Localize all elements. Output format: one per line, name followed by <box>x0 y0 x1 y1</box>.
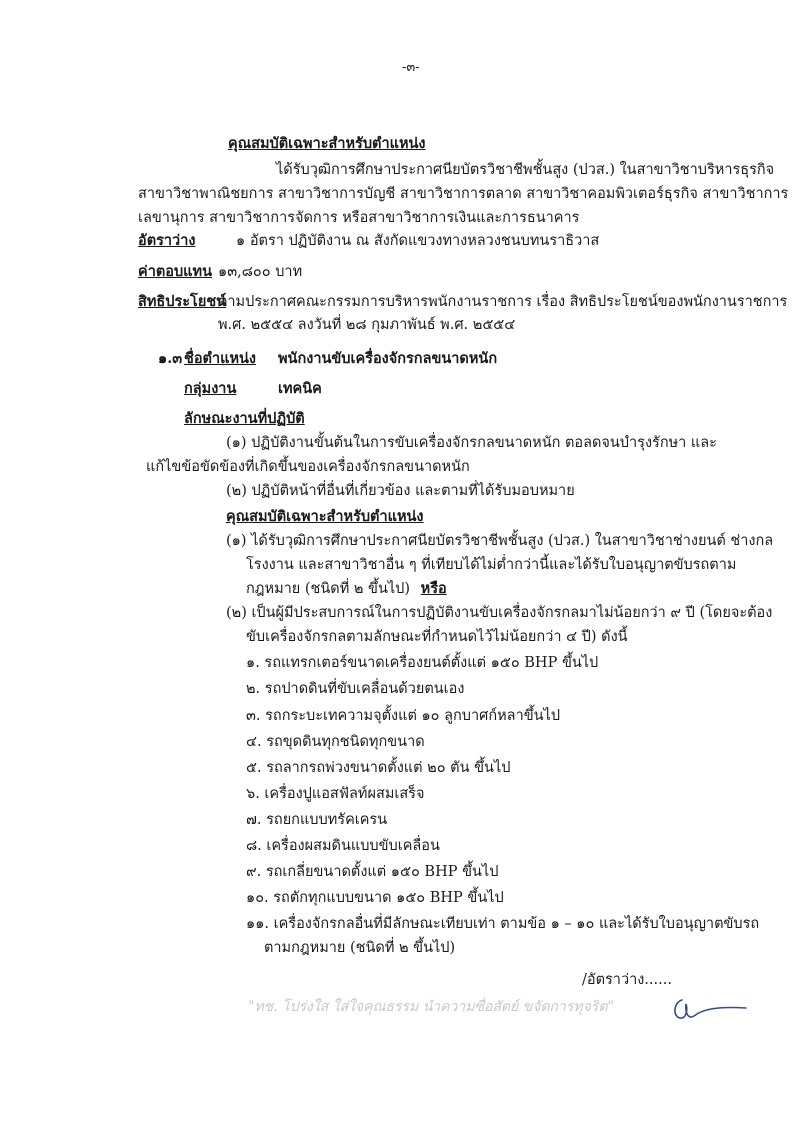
qualification-line-1: ได้รับวุฒิการศึกษาประกาศนียบัตรวิชาชีพชั้นสูง (ปวส.) ในสาขาวิชาบริหารธุรกิจ <box>276 162 775 178</box>
machine-item: ๔. รถขุดดินทุกชนิดทุกขนาด <box>246 734 425 750</box>
machine-item: ๑๐. รถตักทุกแบบขนาด ๑๕๐ BHP ขึ้นไป <box>246 890 504 906</box>
qualification-1-line-1: (๑) ได้รับวุฒิการศึกษาประกาศนียบัตรวิชาชีพชั้นสูง (ปวส.) ในสาขาวิชาช่างยนต์ ช่างกล <box>226 533 774 549</box>
qualification-or: หรือ <box>420 580 447 597</box>
group-value: เทคนิค <box>278 380 322 397</box>
page-number: -๓- <box>402 60 420 75</box>
salary-value: ๑๓,๘๐๐ บาท <box>218 264 303 280</box>
duty-2: (๒) ปฏิบัติหน้าที่อื่นที่เกี่ยวข้อง และตามที่ได้รับมอบหมาย <box>226 483 575 499</box>
qualification-1-line-3 <box>246 577 447 600</box>
duties-heading: ลักษณะงานที่ปฏิบัติ <box>184 410 305 427</box>
qualification-1-line-3-text: กฎหมาย (ชนิดที่ ๒ ขึ้นไป) <box>246 581 411 597</box>
qualifications-heading: คุณสมบัติเฉพาะสำหรับตำแหน่ง <box>226 508 424 525</box>
machine-item: ๒. รถปาดดินที่ขับเคลื่อนด้วยตนเอง <box>246 681 465 697</box>
machine-item: ๘. เครื่องผสมดินแบบขับเคลื่อน <box>246 838 440 854</box>
machine-item: ๑. รถแทรกเตอร์ขนาดเครื่องยนต์ตั้งแต่ ๑๕๐ BHP ขึ้นไป <box>246 655 599 671</box>
footer-slogan: "ทช. โปร่งใส ใส่ใจคุณธรรม นำความซื่อสัตย์ ขจัดการทุจริต" <box>248 999 614 1015</box>
machine-item-11-line-1: ๑๑. เครื่องจักรกลอื่นที่มีลักษณะเทียบเท่า ตามข้อ ๑ – ๑๐ และได้รับใบอนุญาตขับรถ <box>246 916 760 932</box>
signature-icon <box>668 990 758 1026</box>
qualification-line-3: เลขานุการ สาขาวิชาการจัดการ หรือสาขาวิชาการเงินและการธนาคาร <box>138 210 580 226</box>
salary-label: ค่าตอบแทน <box>138 263 212 280</box>
vacancy-label: อัตราว่าง <box>138 232 196 249</box>
group-label: กลุ่มงาน <box>184 380 237 397</box>
vacancy-value: ๑ อัตรา ปฏิบัติงาน ณ สังกัดแขวงทางหลวงชนบทนราธิวาส <box>236 233 600 249</box>
machine-item: ๗. รถยกแบบทรัคเครน <box>246 812 388 828</box>
machine-item: ๙. รถเกลี่ยขนาดตั้งแต่ ๑๕๐ BHP ขึ้นไป <box>246 864 499 880</box>
continuation-marker: /อัตราว่าง...... <box>582 972 672 988</box>
machine-item: ๕. รถลากรถพ่วงขนาดตั้งแต่ ๒๐ ตัน ขึ้นไป <box>246 760 511 776</box>
machine-item-11-line-2: ตามกฎหมาย (ชนิดที่ ๒ ขึ้นไป) <box>264 940 456 956</box>
position-number: ๑.๓ <box>158 350 183 367</box>
benefits-label: สิทธิประโยชน์ <box>138 293 227 310</box>
duty-1-line-2: แก้ไขข้อขัดข้องที่เกิดขึ้นของเครื่องจักรกลขนาดหนัก <box>146 459 470 475</box>
machine-item: ๖. เครื่องปูแอสฟัลท์ผสมเสร็จ <box>246 786 425 802</box>
position-name: พนักงานขับเครื่องจักรกลขนาดหนัก <box>278 350 498 367</box>
position-label: ชื่อตำแหน่ง <box>184 350 257 367</box>
benefits-line-2: พ.ศ. ๒๕๕๔ ลงวันที่ ๒๘ กุมภาพันธ์ พ.ศ. ๒๕๕๔ <box>218 317 516 333</box>
machine-item: ๓. รถกระบะเทความจุตั้งแต่ ๑๐ ลูกบาศก์หลาขึ้นไป <box>246 708 561 724</box>
section-heading-qualifications: คุณสมบัติเฉพาะสำหรับตำแหน่ง <box>228 135 426 152</box>
qualification-line-2: สาขาวิชาพาณิชยการ สาขาวิชาการบัญชี สาขาวิชาการตลาด สาขาวิชาคอมพิวเตอร์ธุรกิจ สาขาวิชาการ <box>138 186 789 202</box>
qualification-2-line-2: ขับเครื่องจักรกลตามลักษณะที่กำหนดไว้ไม่น้อยกว่า ๔ ปี) ดังนี้ <box>246 629 628 645</box>
qualification-1-line-2: โรงงาน และสาขาวิชาอื่น ๆ ที่เทียบได้ไม่ต่ำกว่านี้และได้รับใบอนุญาตขับรถตาม <box>246 557 737 573</box>
qualification-2-line-1: (๒) เป็นผู้มีประสบการณ์ในการปฏิบัติงานขับเครื่องจักรกลมาไม่น้อยกว่า ๙ ปี (โดยจะต้อง <box>226 605 773 621</box>
duty-1-line-1: (๑) ปฏิบัติงานขั้นต้นในการขับเครื่องจักรกลขนาดหนัก ตอลดจนบำรุงรักษา และ <box>226 435 717 451</box>
benefits-line-1: ตามประกาศคณะกรรมการบริหารพนักงานราชการ เรื่อง สิทธิประโยชน์ของพนักงานราชการ <box>218 294 788 310</box>
